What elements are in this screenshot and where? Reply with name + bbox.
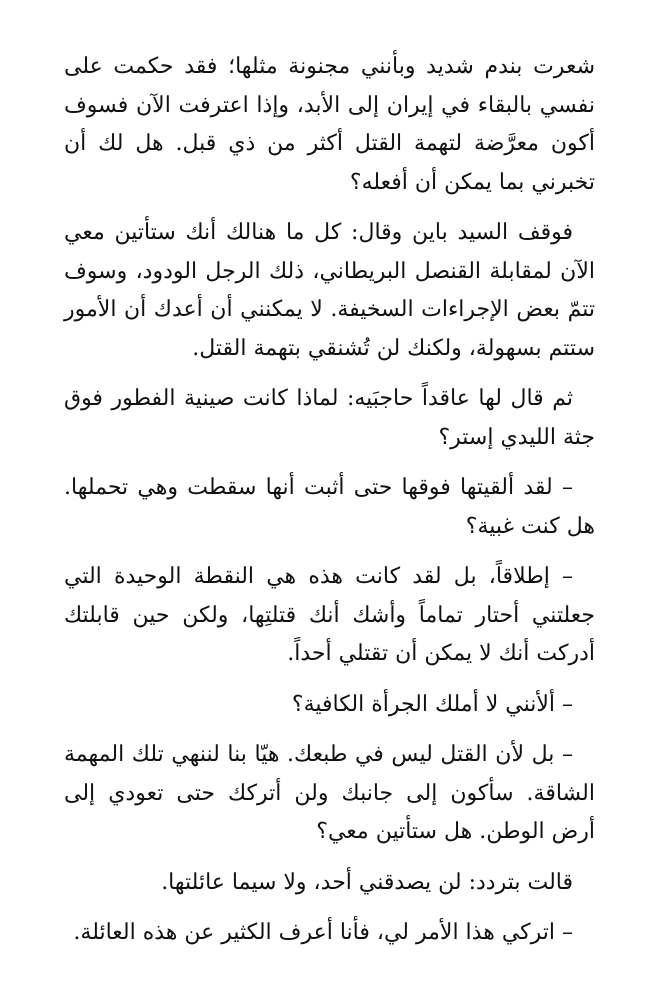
- paragraph-4: – لقد ألقيتها فوقها حتى أثبت أنها سقطت وهي تحملها. هل كنت غبية؟: [64, 475, 595, 539]
- paragraph-1: شعرت بندم شديد وبأنني مجنونة مثلها؛ فقد حكمت على نفسي بالبقاء في إيران إلى الأبد، وإذا اعترفت الآن فسوف أكون معرَّضة لتهمة القتل أكثر من ذي قبل. هل لك أن تخبرني بما يمكن أن أفعله؟: [64, 54, 595, 195]
- paragraph-6: – ألأنني لا أملك الجرأة الكافية؟: [291, 691, 573, 717]
- paragraph-2: فوقف السيد باين وقال: كل ما هنالك أنك ستأتين معي الآن لمقابلة القنصل البريطاني، ذلك الرجل الودود، وسوف تتمّ بعض الإجراءات السخيفة. لا يمكنني أن أعدك أن الأمور ستتم بسهولة، ولكنك لن تُشنقي بتهمة القتل.: [64, 220, 595, 361]
- paragraph-9: – اتركي هذا الأمر لي، فأنا أعرف الكثير عن هذه العائلة.: [73, 920, 573, 945]
- paragraph-3: ثم قال لها عاقداً حاجبَيه: لماذا كانت صينية الفطور فوق جثة الليدي إستر؟: [64, 386, 595, 450]
- paragraph-7: – بل لأن القتل ليس في طبعك. هيّا بنا لننهي تلك المهمة الشاقة. سأكون إلى جانبك ولن أتركك حتى تعودي إلى أرض الوطن. هل ستأتين معي؟: [64, 742, 595, 844]
- paragraph-8: قالت بتردد: لن يصدقني أحد، ولا سيما عائلتها.: [161, 869, 573, 895]
- page-text: [64, 48, 595, 953]
- paragraph-5: – إطلاقاً، بل لقد كانت هذه هي النقطة الوحيدة التي جعلتني أحتار تماماً وأشك أنك قتلتِها، ولكن حين قابلتك أدركت أنك لا يمكن أن تقتلي أحداً.: [64, 564, 595, 666]
